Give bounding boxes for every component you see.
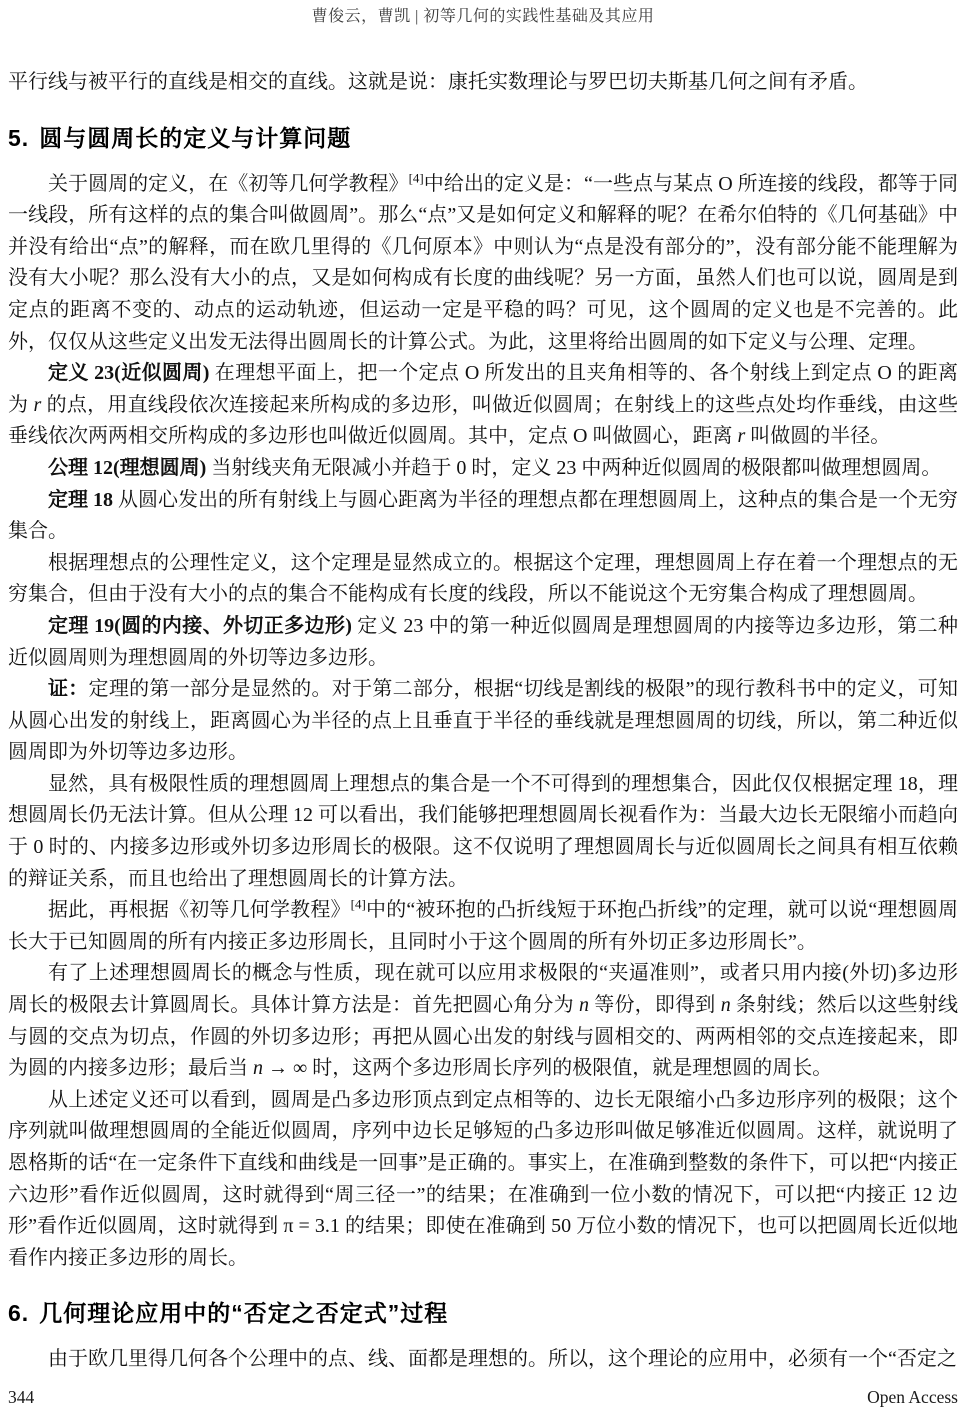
section-6-title: 几何理论应用中的“否定之否定式”过程 <box>39 1300 449 1327</box>
intro-paragraph: 平行线与被平行的直线是相交的直线。这就是说：康托实数理论与罗巴切夫斯基几何之间有矛盾。 <box>8 71 868 93</box>
section-5-heading <box>8 120 958 153</box>
body-paragraph: 定理 19(圆的内接、外切正多边形) 定义 23 中的第一种近似圆周是理想圆周的内接等边多边形，第二种近似圆周则为理想圆周的外切等边多边形。 <box>8 614 959 669</box>
body-paragraph: 定理 18 从圆心发出的所有射线上与圆心距离为半径的理想点都在理想圆周上，这种点的集合是一个无穷集合。 <box>8 488 958 543</box>
page-number: 344 <box>8 1387 35 1407</box>
document-page <box>4 0 962 1414</box>
section-6-number: 6. <box>8 1300 30 1327</box>
body-paragraph: 有了上述理想圆周长的概念与性质，现在就可以应用求极限的“夹逼准则”，或者只用内接(外切)多边形周长的极限去计算圆周长。具体计算方法是：首先把圆心角分为 n 等份，即得到 n 条射线；然后以这些射线与圆的交点为切点，作圆的外切多边形；再把从圆心出发的射线与圆相交的、两两相邻的交点连接起来，即为圆的内接多边形；最后当 n → ∞ 时，这两个多边形周长序列的极限值，就是理想圆的周长。 <box>8 962 959 1080</box>
body-paragraph: 定义 23(近似圆周) 在理想平面上，把一个定点 O 所发出的且夹角相等的、各个射线上到定点 O 的距离为 r 的点，用直线段依次连接起来所构成的多边形，叫做近似圆周；在射线上的这些点处均作垂线，由这些垂线依次两两相交所构成的多边形也叫做近似圆周。其中，定点 O 叫做圆心，距离 r 叫做圆的半径。 <box>8 362 959 448</box>
body-paragraph: 关于圆周的定义，在《初等几何学教程》[4]中给出的定义是：“一些点与某点 O 所连接的线段，都等于同一线段，所有这样的点的集合叫做圆周”。那么“点”又是如何定义和解释的呢？在希尔伯特的《几何基础》中并没有给出“点”的解释，而在欧几里得的《几何原本》中则认为“点是没有部分的”，没有部分能不能理解为没有大小呢？那么没有大小的点，又是如何构成有长度的曲线呢？另一方面，虽然人们也可以说，圆周是到定点的距离不变的、动点的运动轨迹，但运动一定是平稳的吗？可见，这个圆周的定义也是不完善的。此外，仅仅从这些定义出发无法得出圆周长的计算公式。为此，这里将给出圆周的如下定义与公理、定理。 <box>8 169 958 353</box>
section-5-title: 圆与圆周长的定义与计算问题 <box>39 124 352 151</box>
body-paragraph: 公理 12(理想圆周) 当射线夹角无限减小并趋于 0 时，定义 23 中两种近似圆周的极限都叫做理想圆周。 <box>48 456 942 479</box>
body-paragraph: 证：定理的第一部分是显然的。对于第二部分，根据“切线是割线的极限”的现行教科书中的定义，可知从圆心出发的射线上，距离圆心为半径的点上且垂直于半径的垂线就是理想圆周的切线，所以，第二种近似圆周即为外切等边多边形。 <box>8 678 958 764</box>
body-paragraph: 显然，具有极限性质的理想圆周上理想点的集合是一个不可得到的理想集合，因此仅仅根据定理 18，理想圆周长仍无法计算。但从公理 12 可以看出，我们能够把理想圆周长视看作为：当最大边长无限缩小而趋向于 0 时的、内接多边形或外切多边形周长的极限。这不仅说明了理想圆周长与近似圆周长之间具有相互依赖的辩证关系，而且也给出了理想圆周长的计算方法。 <box>8 772 958 890</box>
open-access-label: Open Access <box>867 1387 958 1407</box>
body-paragraph: 根据理想点的公理性定义，这个定理是显然成立的。根据这个定理，理想圆周上存在着一个理想点的无穷集合，但由于没有大小的点的集合不能构成有长度的线段，所以不能说这个无穷集合构成了理想圆周。 <box>8 551 958 606</box>
body-paragraph: 由于欧几里得几何各个公理中的点、线、面都是理想的。所以，这个理论的应用中，必须有一个“否定之 <box>48 1348 957 1371</box>
section-6-heading <box>8 1295 958 1328</box>
section-5-number: 5. <box>8 124 30 151</box>
body-paragraph: 据此，再根据《初等几何学教程》[4]中的“被环抱的凸折线短于环抱凸折线”的定理，就可以说“理想圆周长大于已知圆周的所有内接正多边形周长，且同时小于这个圆周的所有外切正多边形周长”。 <box>8 896 958 953</box>
body-paragraph: 从上述定义还可以看到，圆周是凸多边形顶点到定点相等的、边长无限缩小凸多边形序列的极限；这个序列就叫做理想圆周的全能近似圆周，序列中边长足够短的凸多边形叫做足够准近似圆周。这样，就说明了恩格斯的话“在一定条件下直线和曲线是一回事”是正确的。事实上，在准确到整数的条件下，可以把“内接正六边形”看作近似圆周，这时就得到“周三径一”的结果；在准确到一位小数的情况下，可以把“内接正 12 边形”看作近似圆周，这时就得到 π = 3.1 的结果；即使在准确到 50 万位小数的情况下，也可以把圆周长近似地看作内接正多边形的周长。 <box>8 1088 958 1269</box>
page-footer <box>8 1387 958 1408</box>
running-head: 曹俊云，曹凯 | 初等几何的实践性基础及其应用 <box>311 8 655 25</box>
